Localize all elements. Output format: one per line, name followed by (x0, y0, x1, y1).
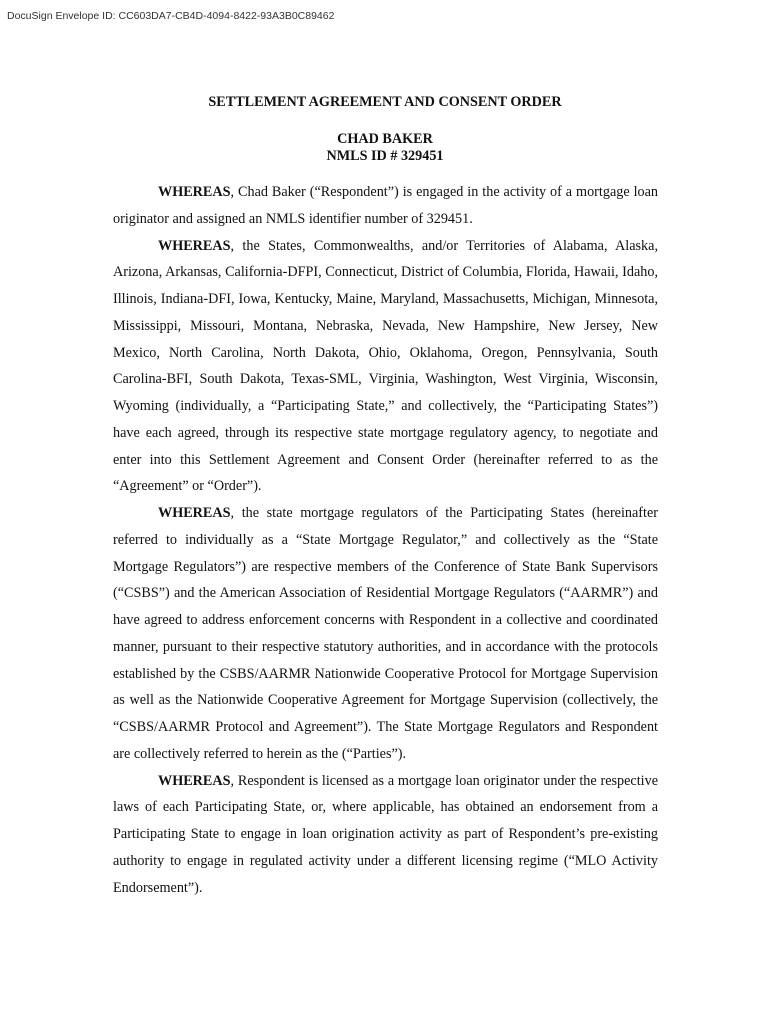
nmls-id: NMLS ID # 329451 (326, 148, 444, 164)
paragraph-respondent (113, 179, 658, 233)
document-body (113, 179, 658, 901)
paragraph-participating-states (113, 233, 658, 501)
paragraph-text: , Respondent is licensed as a mortgage loan originator under the respective laws of each Participating State, or, where applicable, has obtained an endorsement from a Participating State to engage in loan origination activity as part of Respondent’s pre-existing authority to engage in regulated activity under a different licensing regime (“MLO Activity Endorsement”). (113, 772, 658, 896)
paragraph-text: , Chad Baker (“Respondent”) is engaged in the activity of a mortgage loan originator and assigned an NMLS identifier number of 329451. (113, 184, 658, 227)
paragraph-lead: WHEREAS (158, 184, 231, 200)
paragraph-lead: WHEREAS (158, 772, 231, 789)
envelope-id: DocuSign Envelope ID: CC603DA7-CB4D-4094-8422-93A3B0C89462 (7, 10, 335, 22)
paragraph-text: , the state mortgage regulators of the Participating States (hereinafter referred to individually as a “State Mortgage Regulator,” and collectively as the “State Mortgage Regulators”) are respective members of the Conference of State Bank Supervisors (“CSBS”) and the American Association of Residential Mortgage Regulators (“AARMR”) and have agreed to address enforcement concerns with Respondent in a collective and coordinated manner, pursuant to their respective statutory authorities, and in accordance with the protocols established by the CSBS/AARMR Nationwide Cooperative Protocol for Mortgage Supervision as well as the Nationwide Cooperative Agreement for Mortgage Supervision (collectively, the “CSBS/AARMR Protocol and Agreement”). The State Mortgage Regulators and Respondent are collectively referred to herein as the (“Parties”). (113, 505, 658, 762)
paragraph-lead: WHEREAS (158, 505, 231, 521)
respondent-name: CHAD BAKER (337, 131, 433, 147)
paragraph-text: , the States, Commonwealths, and/or Territories of Alabama, Alaska, Arizona, Arkansas, California-DFPI, Connecticut, District of Columbia, Florida, Hawaii, Idaho, Illinois, Indiana-DFI, Iowa, Kentucky, Maine, Maryland, Massachusetts, Michigan, Minnesota, Mississippi, Missouri, Montana, Nebraska, Nevada, New Hampshire, New Jersey, New Mexico, North Carolina, North Dakota, Ohio, Oklahoma, Oregon, Pennsylvania, South Carolina-BFI, South Dakota, Texas-SML, Virginia, Washington, West Virginia, Wisconsin, Wyoming (individually, a “Participating State,” and collectively, the “Participating States”) have each agreed, through its respective state mortgage regulatory agency, to negotiate and enter into this Settlement Agreement and Consent Order (hereinafter referred to as the “Agreement” or “Order”). (113, 237, 658, 495)
paragraph-licensing (113, 768, 658, 902)
paragraph-lead: WHEREAS (158, 237, 231, 254)
paragraph-regulators (113, 500, 658, 768)
document-title: SETTLEMENT AGREEMENT AND CONSENT ORDER (208, 94, 562, 110)
